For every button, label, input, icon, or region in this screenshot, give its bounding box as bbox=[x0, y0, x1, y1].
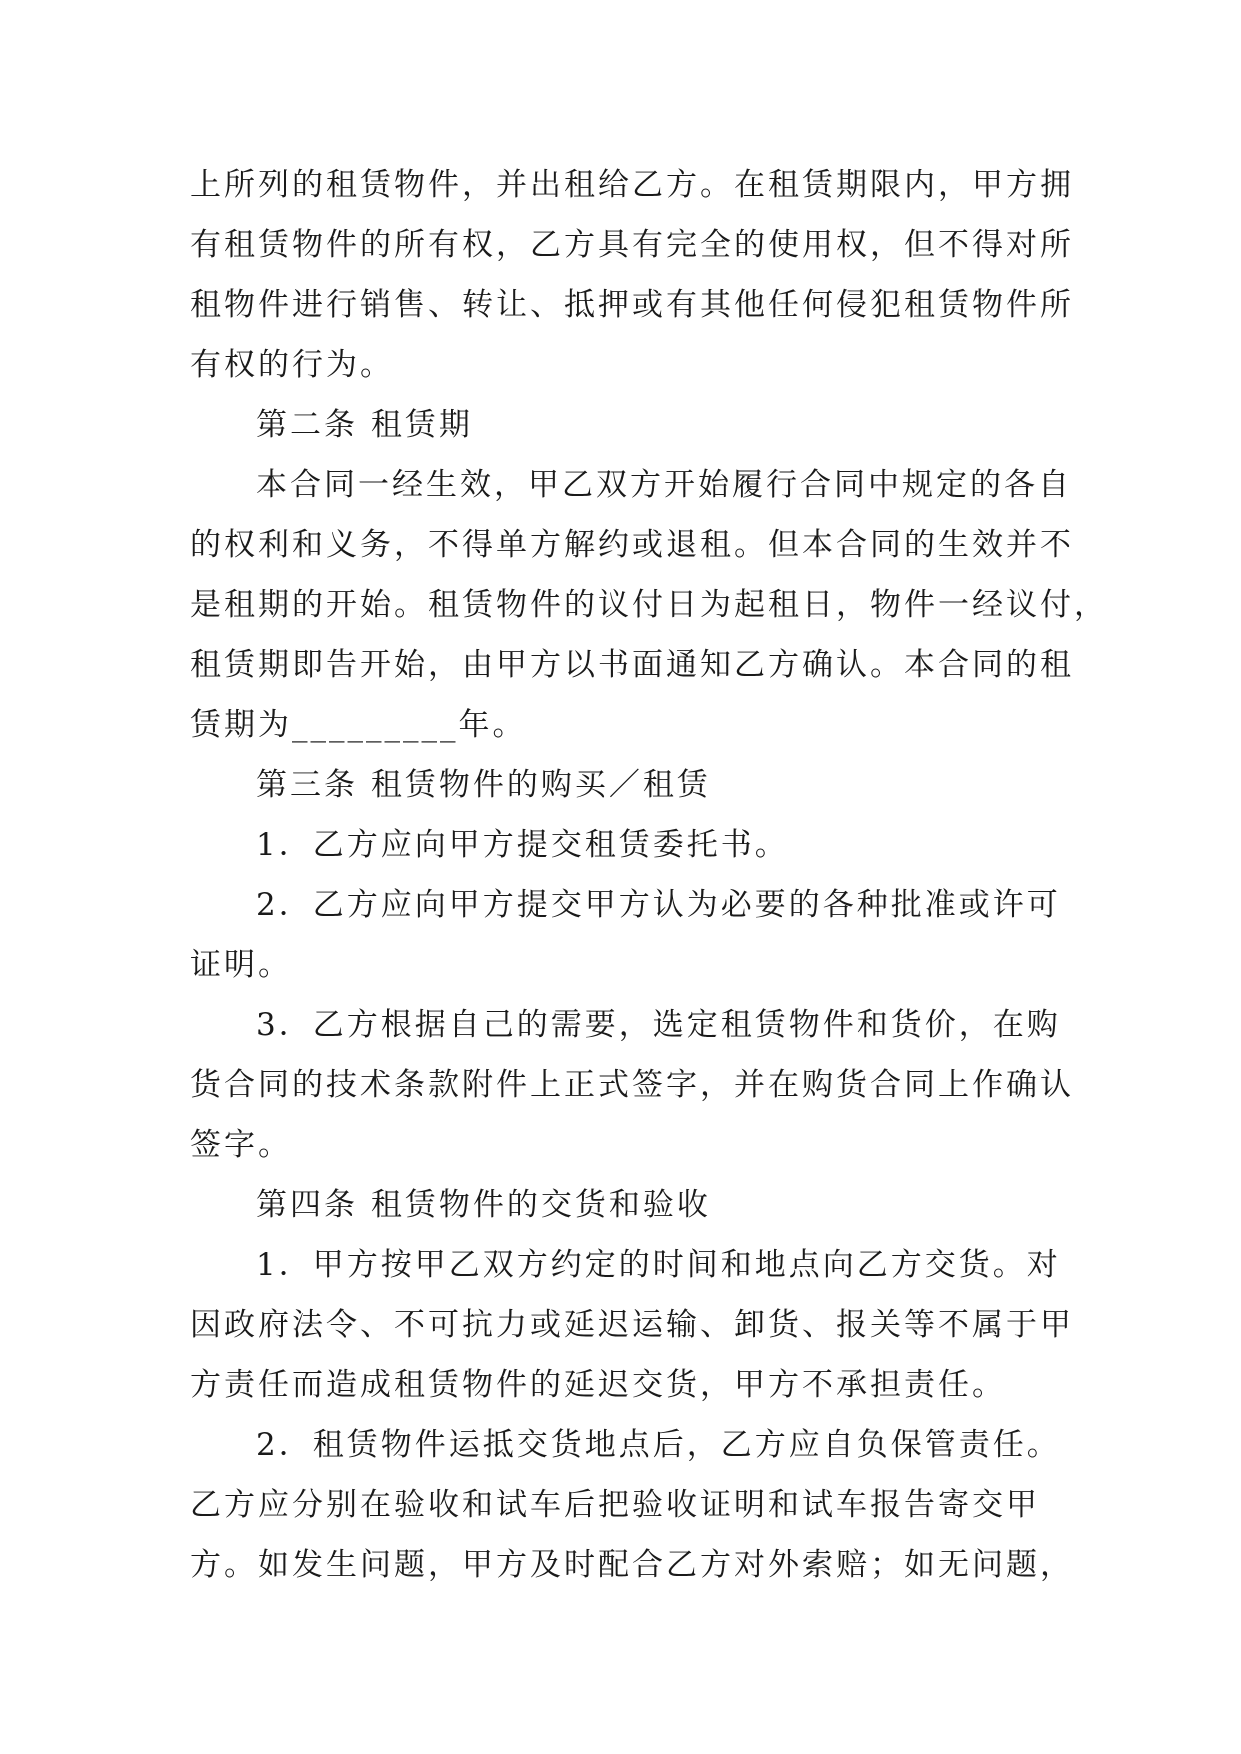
document-page bbox=[190, 155, 1108, 1595]
article-heading: 第四条 租赁物件的交货和验收 bbox=[256, 1187, 711, 1223]
text-line: 货合同的技术条款附件上正式签字，并在购货合同上作确认 bbox=[190, 1067, 1074, 1103]
text-line: 证明。 bbox=[190, 947, 292, 983]
article-heading: 第二条 租赁期 bbox=[256, 407, 473, 443]
text-line: 有租赁物件的所有权，乙方具有完全的使用权，但不得对所 bbox=[190, 227, 1074, 263]
text-line: 2．乙方应向甲方提交甲方认为必要的各种批准或许可 bbox=[256, 887, 1061, 923]
text-line: 租物件进行销售、转让、抵押或有其他任何侵犯租赁物件所 bbox=[190, 287, 1074, 323]
text-line: 因政府法令、不可抗力或延迟运输、卸货、报关等不属于甲 bbox=[190, 1307, 1074, 1343]
text-line: 乙方应分别在验收和试车后把验收证明和试车报告寄交甲 bbox=[190, 1487, 1040, 1523]
text-line: 租赁期即告开始，由甲方以书面通知乙方确认。本合同的租 bbox=[190, 647, 1074, 683]
text-line: 3．乙方根据自己的需要，选定租赁物件和货价，在购 bbox=[256, 1007, 1061, 1043]
text-line: 上所列的租赁物件，并出租给乙方。在租赁期限内，甲方拥 bbox=[190, 167, 1074, 203]
text-line: 1．甲方按甲乙双方约定的时间和地点向乙方交货。对 bbox=[256, 1247, 1061, 1283]
article-heading: 第三条 租赁物件的购买／租赁 bbox=[256, 767, 711, 803]
text-line: 是租期的开始。租赁物件的议付日为起租日，物件一经议付， bbox=[190, 587, 1108, 623]
text-line: 方责任而造成租赁物件的延迟交货，甲方不承担责任。 bbox=[190, 1367, 1006, 1403]
text-line: 的权利和义务，不得单方解约或退租。但本合同的生效并不 bbox=[190, 527, 1074, 563]
text-line: 方。如发生问题，甲方及时配合乙方对外索赔；如无问题， bbox=[190, 1547, 1074, 1583]
text-line: 赁期为_________年。 bbox=[190, 707, 527, 743]
text-line: 2．租赁物件运抵交货地点后，乙方应自负保管责任。 bbox=[256, 1427, 1061, 1463]
text-line: 1．乙方应向甲方提交租赁委托书。 bbox=[256, 827, 789, 863]
text-line: 本合同一经生效，甲乙双方开始履行合同中规定的各自 bbox=[256, 467, 1072, 503]
text-line: 签字。 bbox=[190, 1127, 292, 1163]
text-line: 有权的行为。 bbox=[190, 347, 394, 383]
